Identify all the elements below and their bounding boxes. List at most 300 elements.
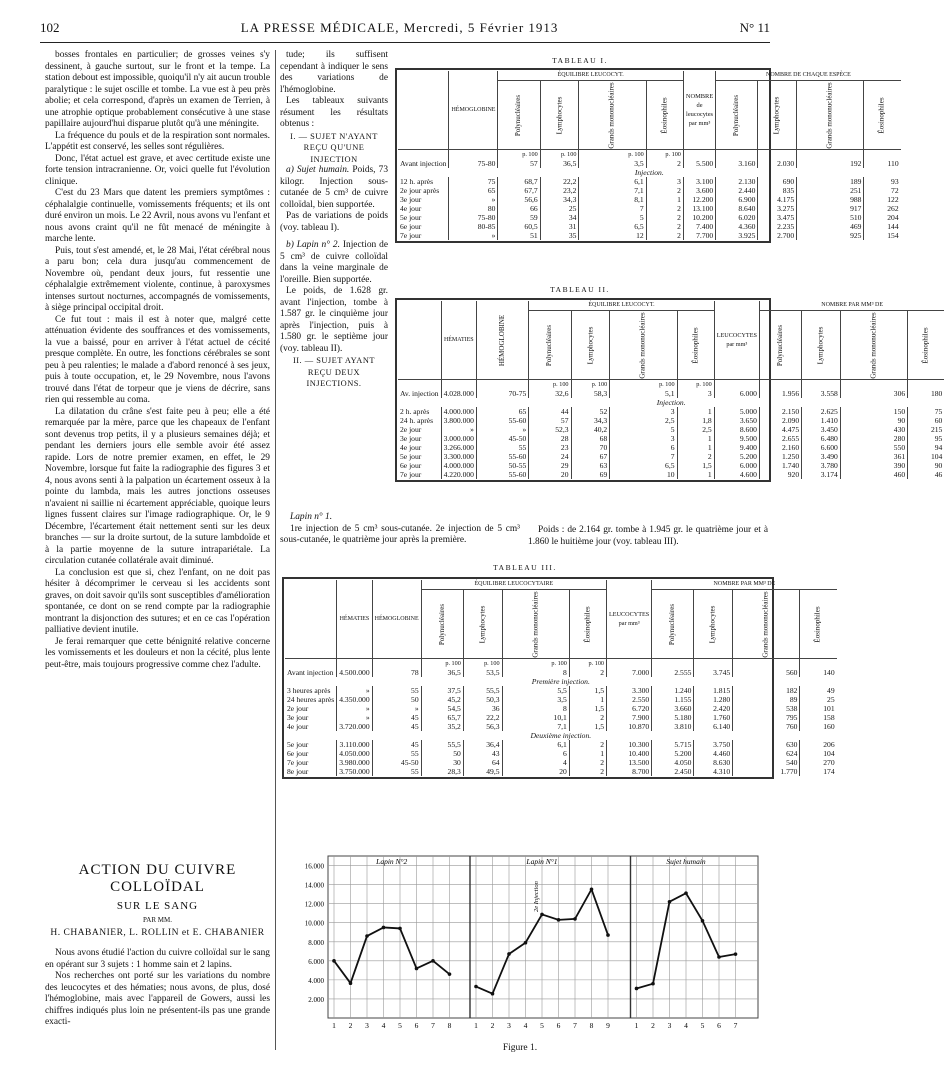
table-cell: 1: [677, 443, 714, 452]
table-cell: 3.300: [607, 686, 652, 695]
t2-h-poly: Polynucléaires: [545, 324, 554, 367]
table-cell: 1: [677, 407, 714, 416]
unit-cell: p. 100: [646, 150, 683, 160]
t1-h-gm-n: Grands mononucléaires: [825, 82, 834, 149]
table-cell: 28: [529, 434, 571, 443]
table-cell: 46: [908, 470, 944, 479]
table-cell: 9.500: [714, 434, 759, 443]
y-tick-label: 2.000: [308, 995, 324, 1004]
table-cell: 60: [908, 416, 944, 425]
table-cell: 8.630: [694, 758, 733, 767]
x-tick-label: 1: [474, 1021, 478, 1030]
table2: [395, 298, 943, 482]
unit-cell: p. 100: [540, 150, 579, 160]
table-cell: 37,5: [421, 686, 463, 695]
data-point: [606, 933, 610, 937]
table-cell: 5: [610, 425, 677, 434]
row-label: 24 h. après: [400, 416, 434, 425]
table-row: [398, 416, 944, 425]
t3-h-eos-n: Éosinophiles: [814, 606, 823, 643]
table-cell: 538: [733, 704, 800, 713]
table-cell: 65: [476, 407, 528, 416]
left-paragraph-5: Puis, tout s'est amendé, et, le 28 Mai, l'état cérébral nous a paru bon; cela dura jusqu'au commencement de Novembre où, pendant deux jours, fut ressentie une céphalalgie extrêmement violente, continue, à paroxysmes intenses surtout nocturnes, accompagnés de vomissements, à siège principal occipital droit.: [45, 245, 270, 313]
unit-cell: p. 100: [421, 659, 463, 669]
table-cell: »: [337, 713, 372, 722]
table-cell: 60,5: [498, 222, 540, 231]
t3-col-leuco: LEUCOCYTES par mm³: [607, 580, 652, 659]
table-row: [398, 407, 944, 416]
lapin1-block: [280, 512, 520, 547]
unit-cell: [652, 659, 694, 669]
data-point: [734, 952, 738, 956]
left-paragraph-7: La dilatation du crâne s'est faite peu à peu; elle a été remarquée par la mère, parce que les chapeaux de l'enfant sont devenus trop petits, il y a plusieurs semaines déjà; et pendant les derniers jours elle semble avoir été assez rapide. Lors de notre premier examen, en effet, le 29 Novembre, lorsque fut faite la radiographie des figures 3 et 4, nous avons senti à la palpation un écartement osseux à la pointe du lambda, mais les autres jonctions osseuses n'avaient ni saillie ni écartement appréciable, quoique leurs lignes fussent claires sur l'image radiographique. Or, le 9 Décembre, l'écartement était nettement senti sur les deux branches — sur la droite surtout, de la suture lambdoïde et à la partie moyenne de la suture intrapariétale. La circulation cutanée collatérale avait diminué.: [45, 406, 270, 566]
table-cell: 3.558: [802, 389, 841, 398]
section-label: Injection.: [634, 168, 664, 177]
t3-col-nombre: NOMBRE PAR MM³ DE: [652, 580, 837, 590]
table-cell: 75: [908, 407, 944, 416]
table-row: [398, 461, 944, 470]
unit-cell: [337, 659, 372, 669]
row-label: 6e jour: [400, 461, 422, 470]
table-row: [398, 425, 944, 434]
series-label: Sujet humain: [666, 857, 706, 866]
table-cell: 7.900: [607, 713, 652, 722]
table-cell: 1,5: [677, 461, 714, 470]
table-cell: 57: [529, 416, 571, 425]
x-tick-label: 6: [556, 1021, 561, 1030]
table-cell: 36,5: [540, 159, 579, 168]
table-cell: 67,7: [498, 186, 540, 195]
table-cell: 3.750.000: [337, 767, 372, 776]
poids-block: [528, 525, 768, 548]
y-tick-label: 12.000: [304, 900, 324, 909]
data-point: [365, 934, 369, 938]
t1-h-poly: Polynucléaires: [514, 94, 523, 137]
table-cell: 4.050: [652, 758, 694, 767]
table-cell: 12: [579, 231, 646, 240]
table-cell: 89: [733, 695, 800, 704]
table-cell: 390: [840, 461, 907, 470]
table-cell: 31: [540, 222, 579, 231]
subject-b-title: b) Lapin n° 2.: [286, 240, 340, 250]
unit-cell: [607, 659, 652, 669]
table-cell: 10.200: [683, 213, 715, 222]
subject-a-text: Poids, 73 kilogr. Injection sous-cutanée de 5 cm³ de cuivre colloïdal, bien supportée.: [280, 165, 389, 210]
table-cell: 5.715: [652, 740, 694, 749]
unit-cell: [758, 150, 797, 160]
table-cell: 1: [646, 195, 683, 204]
table-cell: 2.130: [716, 177, 758, 186]
table-cell: 8: [502, 668, 569, 677]
row-label: 3 heures après: [287, 686, 331, 695]
table-cell: 1.815: [694, 686, 733, 695]
table-cell: 25: [800, 695, 837, 704]
data-point: [684, 891, 688, 895]
table-cell: 3: [677, 389, 714, 398]
table-cell: 174: [800, 767, 837, 776]
table-cell: 104: [908, 452, 944, 461]
table-cell: 55,5: [463, 686, 502, 695]
table-cell: 1.740: [759, 461, 801, 470]
table-cell: 9.400: [714, 443, 759, 452]
table-cell: 1: [677, 470, 714, 479]
table-cell: 4.500.000: [337, 668, 372, 677]
table-row: [285, 767, 837, 776]
x-tick-label: 3: [507, 1021, 511, 1030]
table-cell: 2.555: [652, 668, 694, 677]
table-cell: 835: [758, 186, 797, 195]
table-cell: 8,1: [579, 195, 646, 204]
left-paragraph-4: C'est du 23 Mars que datent les premiers symptômes : céphalalgie continuelle, vomissements fréquents; et ils ont duré environ un mois. Le 22 Avril, nous avons vu l'enfant et nous avons craint qu'il ne fût menacé de méningite à marche lente.: [45, 188, 270, 244]
table-cell: 925: [797, 231, 864, 240]
table-cell: 69: [571, 470, 610, 479]
unit-cell: [683, 150, 715, 160]
table-cell: 7.000: [607, 668, 652, 677]
table-cell: 5.180: [652, 713, 694, 722]
row-label: 5e jour: [400, 213, 422, 222]
table-cell: 2.235: [758, 222, 797, 231]
table-cell: 6.140: [694, 722, 733, 731]
table-cell: 34,3: [571, 416, 610, 425]
t3-h-eos: Éosinophiles: [583, 606, 592, 643]
table-cell: 3.650: [714, 416, 759, 425]
table-cell: 1,5: [569, 704, 606, 713]
table-row: [285, 695, 837, 704]
t3-col-equilibre: ÉQUILIBRE LEUCOCYTAIRE: [421, 580, 606, 590]
table-cell: 29: [529, 461, 571, 470]
table-cell: 75-80: [449, 159, 498, 168]
table-cell: 2: [646, 186, 683, 195]
t3-h-lympho-n: Lymphocytes: [708, 605, 717, 644]
table-cell: 65,7: [421, 713, 463, 722]
table-cell: 68,7: [498, 177, 540, 186]
data-point: [431, 959, 435, 963]
table-cell: 2: [569, 758, 606, 767]
t3-h-poly: Polynucléaires: [437, 603, 446, 646]
table-cell: 110: [864, 159, 901, 168]
table-cell: 53,5: [463, 668, 502, 677]
table-row: [398, 452, 944, 461]
table-cell: 55: [372, 686, 421, 695]
t2-col-hemo: HÉMOGLOBINE: [498, 314, 507, 367]
table-row: [398, 186, 901, 195]
table-cell: »: [337, 686, 372, 695]
x-tick-label: 7: [573, 1021, 577, 1030]
table-cell: 4.000.000: [441, 407, 476, 416]
unit-cell: p. 100: [579, 150, 646, 160]
table-cell: 1.410: [802, 416, 841, 425]
table-cell: 6,5: [579, 222, 646, 231]
table-cell: 94: [908, 443, 944, 452]
table-cell: 45,2: [421, 695, 463, 704]
table-cell: 2: [569, 713, 606, 722]
y-tick-label: 6.000: [308, 957, 324, 966]
table-cell: 3.174: [802, 470, 841, 479]
table-cell: 10: [610, 470, 677, 479]
table-cell: 22,2: [540, 177, 579, 186]
t1-h-lympho-n: Lymphocytes: [772, 96, 781, 135]
left-paragraph-8: La conclusion est que si, chez l'enfant, on ne doit pas hésiter à décomprimer le cerveau si les accidents sont graves, on doit savoir qu'ils sont susceptibles d'amélioration spontanée, ce dont on se rend compte par la radiographie montrant la disjonction des sutures; et en ce cas l'opération palliative devient inutile.: [45, 567, 270, 635]
table-cell: 2: [646, 159, 683, 168]
row-label: 3e jour: [400, 195, 422, 204]
table-cell: 1.240: [652, 686, 694, 695]
unit-cell: [840, 380, 907, 390]
table-cell: 2: [646, 231, 683, 240]
unit-cell: [714, 380, 759, 390]
x-tick-label: 2: [490, 1021, 495, 1030]
table-cell: 75-80: [449, 213, 498, 222]
table-cell: 2: [646, 213, 683, 222]
poids-text: Poids : de 2.164 gr. tombe à 1.945 gr. le quatrième jour et à 1.860 le huitième jour (voy. tableau III).: [528, 525, 768, 547]
table-cell: 4.460: [694, 749, 733, 758]
table-cell: 59: [498, 213, 540, 222]
table-cell: 154: [864, 231, 901, 240]
data-point: [382, 926, 386, 930]
table-cell: 66: [498, 204, 540, 213]
table-cell: 3.100: [683, 177, 715, 186]
unit-cell: p. 100: [502, 659, 569, 669]
data-point: [474, 985, 478, 989]
x-tick-label: 2: [348, 1021, 353, 1030]
table-row: [285, 704, 837, 713]
table-cell: 215: [908, 425, 944, 434]
unit-cell: [800, 659, 837, 669]
unit-cell: p. 100: [569, 659, 606, 669]
table-cell: 182: [733, 686, 800, 695]
table-cell: 2.655: [759, 434, 801, 443]
t1-h-eos: Éosinophiles: [660, 97, 669, 134]
unit-cell: [716, 150, 758, 160]
table-cell: 4.360: [716, 222, 758, 231]
table-cell: 1: [569, 749, 606, 758]
y-tick-label: 10.000: [304, 919, 324, 928]
unit-row: [398, 380, 944, 390]
table-cell: 80: [449, 204, 498, 213]
table-cell: 8: [502, 704, 569, 713]
x-tick-label: 3: [365, 1021, 369, 1030]
table-cell: 6,1: [502, 740, 569, 749]
x-tick-label: 7: [733, 1021, 738, 1030]
table-row: [285, 722, 837, 731]
data-point: [590, 888, 594, 892]
t1-col-hemo: HÉMOGLOBINE: [449, 71, 498, 150]
table-cell: 68: [571, 434, 610, 443]
series-line: [334, 927, 450, 983]
table-cell: 189: [797, 177, 864, 186]
t3-h-gm-n: Grands mononucléaires: [761, 591, 770, 658]
unit-cell: [372, 659, 421, 669]
table-cell: 36,5: [421, 668, 463, 677]
unit-cell: [864, 150, 901, 160]
table-cell: 6.000: [714, 389, 759, 398]
table-cell: »: [337, 704, 372, 713]
table-cell: 4.475: [759, 425, 801, 434]
table-cell: 3.750: [694, 740, 733, 749]
table-cell: 3,5: [579, 159, 646, 168]
table-cell: 206: [800, 740, 837, 749]
table-cell: 52,3: [529, 425, 571, 434]
table-cell: 280: [840, 434, 907, 443]
table-cell: 624: [733, 749, 800, 758]
table-cell: 56,3: [463, 722, 502, 731]
row-label: 12 h. après: [400, 177, 434, 186]
t2-col-leuco: LEUCOCYTES par mm³: [714, 301, 759, 380]
table-cell: 460: [840, 470, 907, 479]
unit-cell: [398, 380, 441, 390]
section-2-heading: II. — SUJET AYANT REÇU DEUX INJECTIONS.: [292, 356, 376, 388]
issue-number: N° 11: [739, 20, 770, 35]
table-cell: 50: [421, 749, 463, 758]
row-label: 3e jour: [287, 713, 309, 722]
t1-col-leuco: NOMBRE de leucocytes par mm³: [683, 71, 715, 150]
data-point: [668, 900, 672, 904]
table-cell: 50,3: [463, 695, 502, 704]
y-tick-label: 16.000: [304, 862, 324, 871]
table-cell: 70-75: [476, 389, 528, 398]
article-paragraph-1: Nous avons étudié l'action du cuivre colloïdal sur le sang en opérant sur 3 sujets : 1 homme sain et 2 lapins.: [45, 948, 270, 970]
table3: [282, 577, 835, 779]
article-authors: H. CHABANIER, L. ROLLIN et E. CHABANIER: [50, 928, 265, 938]
table-row: [398, 470, 944, 479]
row-label: 2e jour après: [400, 186, 440, 195]
table-cell: 1.280: [694, 695, 733, 704]
table-cell: 4.028.000: [441, 389, 476, 398]
table-cell: 150: [840, 407, 907, 416]
data-point: [448, 972, 452, 976]
table-cell: 2: [569, 740, 606, 749]
table-cell: 3: [610, 407, 677, 416]
table-row: [398, 195, 901, 204]
table-cell: 158: [800, 713, 837, 722]
y-tick-label: 8.000: [308, 938, 324, 947]
table-cell: 122: [864, 195, 901, 204]
table-cell: 24: [529, 452, 571, 461]
table-cell: 6,5: [610, 461, 677, 470]
x-tick-label: 7: [431, 1021, 435, 1030]
table-cell: 3.800.000: [441, 416, 476, 425]
table-cell: 3.660: [652, 704, 694, 713]
table-cell: 35: [540, 231, 579, 240]
x-tick-label: 9: [606, 1021, 610, 1030]
table-cell: 64: [463, 758, 502, 767]
subject-c-title: Lapin n° 1.: [290, 512, 333, 522]
page-header: [40, 20, 770, 43]
table1-caption: TABLEAU I.: [552, 56, 608, 65]
table-cell: 2,5: [677, 425, 714, 434]
table-cell: 180: [908, 389, 944, 398]
unit-cell: p. 100: [571, 380, 610, 390]
row-label: 6e jour: [287, 749, 309, 758]
section-1-heading: I. — SUJET N'AYANT REÇU QU'UNE INJECTION: [290, 131, 378, 164]
table-cell: 90: [840, 416, 907, 425]
table-cell: 430: [840, 425, 907, 434]
table-cell: 56,6: [498, 195, 540, 204]
table-cell: »: [449, 231, 498, 240]
table-cell: 34: [540, 213, 579, 222]
table-cell: 3.300.000: [441, 452, 476, 461]
article-paragraph-2: Nos recherches ont porté sur les variations du nombre des leucocytes et des hématies; nous avons, de plus, dosé l'hémoglobine, mais avec l'appareil de Gowers, aussi les chiffres indiqués plus loin ne présentent-ils pas une grande exacti-: [45, 971, 270, 1027]
table-cell: 1,5: [569, 722, 606, 731]
y-tick-label: 14.000: [304, 881, 324, 890]
table-cell: 3.780: [802, 461, 841, 470]
table-cell: 1,8: [677, 416, 714, 425]
table-cell: 7,1: [579, 186, 646, 195]
table-cell: 101: [800, 704, 837, 713]
unit-cell: [733, 659, 800, 669]
table-row: [398, 213, 901, 222]
table-cell: 5: [579, 213, 646, 222]
table-cell: 2.030: [758, 159, 797, 168]
left-paragraph-2: La fréquence du pouls et de la respiration sont normales. L'appétit est conservé, les selles sont régulières.: [45, 130, 270, 152]
table-cell: 95: [908, 434, 944, 443]
table-cell: 144: [864, 222, 901, 231]
article-par: PAR MM.: [143, 916, 172, 924]
table-cell: 2.550: [607, 695, 652, 704]
figure-caption: Figure 1.: [502, 1043, 538, 1053]
table-cell: 7.700: [683, 231, 715, 240]
table-cell: 45-50: [372, 758, 421, 767]
table-cell: 160: [800, 722, 837, 731]
table-cell: 36: [463, 704, 502, 713]
table-cell: 6.000: [714, 461, 759, 470]
table-cell: 2: [646, 222, 683, 231]
col2-para-1: tude; ils suffisent cependant à indiquer le sens des variations de l'hémoglobine.: [280, 50, 388, 95]
row-label: 4e jour: [400, 443, 422, 452]
x-tick-label: 4: [523, 1021, 528, 1030]
table-cell: 5.000: [714, 407, 759, 416]
table-cell: 2: [569, 767, 606, 776]
table-cell: »: [449, 195, 498, 204]
t2-h-lympho: Lymphocytes: [585, 326, 594, 365]
t2-col-hem: HÉMATIES: [441, 301, 476, 380]
t2-col-equilibre: ÉQUILIBRE LEUCOCYT.: [529, 301, 714, 311]
table-row: [398, 222, 901, 231]
table-cell: 23,2: [540, 186, 579, 195]
table-cell: 78: [372, 668, 421, 677]
table-cell: 6.020: [716, 213, 758, 222]
table-cell: 3.000.000: [441, 434, 476, 443]
table-cell: 361: [840, 452, 907, 461]
table-cell: 50: [372, 695, 421, 704]
article-heading: [45, 862, 270, 1029]
table-cell: »: [476, 425, 528, 434]
table-cell: 469: [797, 222, 864, 231]
article-subtitle: SUR LE SANG: [116, 900, 199, 912]
table-cell: 3.490: [802, 452, 841, 461]
unit-cell: p. 100: [463, 659, 502, 669]
table2-caption: TABLEAU II.: [550, 285, 610, 294]
column-middle: [280, 50, 388, 510]
unit-cell: p. 100: [529, 380, 571, 390]
table-row: [285, 686, 837, 695]
table-cell: 251: [797, 186, 864, 195]
subject-c-text: 1re injection de 5 cm³ sous-cutanée. 2e injection de 5 cm³ sous-cutanée, le quatrième jour après la première.: [280, 523, 520, 545]
column-rule: [275, 50, 276, 1050]
table-cell: 3.980.000: [337, 758, 372, 767]
table1: [395, 68, 899, 243]
x-tick-label: 5: [700, 1021, 705, 1030]
table-cell: 988: [797, 195, 864, 204]
t1-h-poly-n: Polynucléaires: [732, 94, 741, 137]
table-row: [398, 177, 901, 186]
table-cell: 3.925: [716, 231, 758, 240]
table-cell: 917: [797, 204, 864, 213]
data-point: [415, 967, 419, 971]
table-cell: 65: [449, 186, 498, 195]
table-cell: 262: [864, 204, 901, 213]
journal-title: LA PRESSE MÉDICALE, Mercredi, 5 Février 1913: [240, 20, 559, 35]
section-label: Deuxième injection.: [530, 731, 592, 740]
